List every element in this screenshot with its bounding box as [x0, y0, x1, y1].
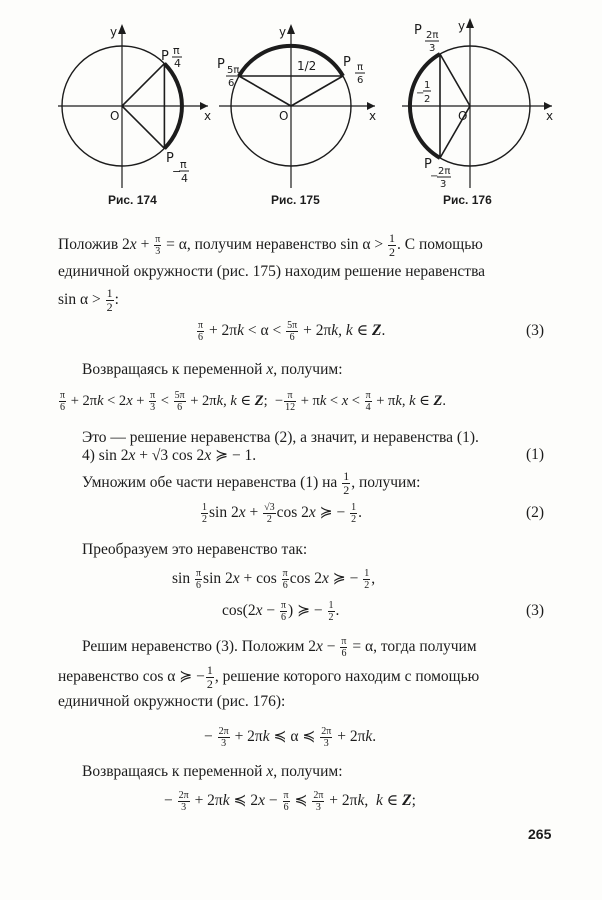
- paragraph-line-2: единичной окружности (рис. 175) находим решение неравенства: [58, 263, 486, 280]
- eq-number-1: (1): [526, 446, 545, 463]
- p-label-top: P: [161, 49, 169, 64]
- y-axis-label: y: [110, 25, 118, 39]
- p-left-num: 5π: [227, 65, 240, 76]
- p-bottom-den: 4: [181, 172, 188, 185]
- origin-label: O: [458, 109, 468, 123]
- x-axis-label: x: [204, 109, 212, 123]
- half-sign: −: [416, 88, 425, 99]
- p-bottom-sign: −: [430, 171, 439, 182]
- equation-alpha-range: − $\frac{2\pi}{3}$ + 2πk ≼ α ≼ $\frac{2\pi}{3}$ + 2πk.: [204, 726, 377, 749]
- y-axis-label: y: [279, 25, 287, 39]
- p-label-left: P: [217, 57, 225, 72]
- half-den: 2: [424, 94, 431, 105]
- p-label-right: P: [343, 55, 351, 70]
- origin-label: O: [279, 109, 289, 123]
- paragraph-line-3: sin α > $\frac{1}{2}$ :: [58, 286, 119, 314]
- equation-chain-1: $\frac{\pi}{6}$ + 2πk < 2x + $\frac{\pi}{3}$ < $\frac{5\pi}{6}$ + 2πk, k ∈ Z; − $\frac{\pi}{12}$ + πk < x < $\frac{\pi}{4}$ + πk, k ∈ Z.: [60, 390, 446, 413]
- half-label: 1/2: [297, 59, 317, 73]
- return-line-2: Возвращаясь к переменной x, получим:: [82, 763, 343, 780]
- figure-174: [58, 20, 218, 200]
- eq-number-3b: (3): [526, 602, 545, 619]
- paragraph-line-4: Это — решение неравенства (2), а значит, и неравенства (1).: [82, 429, 479, 446]
- equation-transform-b: cos(2x − $\frac{\pi}{6}$ ) ≽ − $\frac{1}{2}$ .: [222, 600, 340, 623]
- caption-176: Рис. 176: [443, 193, 492, 207]
- p-bottom-num: 2π: [438, 166, 451, 177]
- p-bottom-den: 3: [440, 179, 447, 190]
- transform-line: Преобразуем это неравенство так:: [82, 541, 308, 558]
- solve-line: Решим неравенство (3). Положим 2x − $\frac{\pi}{6}$ = α, тогда получим: [82, 636, 477, 659]
- caption-175: Рис. 175: [271, 193, 320, 207]
- p-right-den: 6: [357, 75, 364, 86]
- p-top-num: π: [173, 44, 180, 57]
- figure-175: [215, 20, 385, 200]
- equation-final: − $\frac{2\pi}{3}$ + 2πk ≼ 2x − $\frac{\pi}{6}$ ≼ $\frac{2\pi}{3}$ + 2πk, k ∈ Z;: [164, 790, 416, 813]
- return-line-1: Возвращаясь к переменной x, получим:: [82, 361, 343, 378]
- p-bottom-sign: −: [172, 165, 182, 178]
- equation-transform-a: sin $\frac{\pi}{6}$ sin 2x + cos $\frac{\pi}{6}$ cos 2x ≽ − $\frac{1}{2}$ ,: [172, 568, 376, 591]
- paragraph-line-1: Положив 2x + $\frac{\pi}{3}$ = α, получим неравенство sin α > $\frac{1}{2}$ . С помощью: [58, 231, 483, 259]
- x-axis-label: x: [369, 109, 377, 123]
- equation-3a: $\frac{\pi}{6}$ + 2πk < α < $\frac{5\pi}{6}$ + 2πk, k ∈ Z.: [198, 320, 386, 343]
- caption-174: Рис. 174: [108, 193, 157, 207]
- p-left-den: 6: [228, 78, 235, 89]
- p-top-den: 4: [174, 57, 181, 70]
- item-4-line: 4) sin 2x + √3 cos 2x ≽ − 1.: [82, 447, 257, 464]
- figure-176: [402, 14, 572, 200]
- p-top-den: 3: [429, 43, 436, 54]
- eq-number-2: (2): [526, 504, 545, 521]
- eq-number-3a: (3): [526, 322, 545, 339]
- unit-circle-line: единичной окружности (рис. 176):: [58, 693, 286, 710]
- p-label-top: P: [414, 23, 422, 38]
- inequality-line: неравенство cos α ≽ − $\frac{1}{2}$ , решение которого находим с помощью: [58, 663, 480, 691]
- p-right-num: π: [357, 62, 364, 73]
- p-label-bottom: P: [424, 157, 432, 172]
- equation-2: $\frac{1}{2}$ sin 2x + $\frac{√3}{2}$ cos 2x ≽ − $\frac{1}{2}$ .: [202, 502, 363, 525]
- half-num: 1: [424, 80, 431, 91]
- p-bottom-num: π: [180, 158, 187, 171]
- x-axis-label: x: [546, 109, 554, 123]
- multiply-line: Умножим обе части неравенства (1) на $\frac{1}{2}$ , получим:: [82, 469, 421, 497]
- page-number: 265: [528, 826, 552, 842]
- y-axis-label: y: [458, 19, 466, 33]
- p-label-bottom: P: [166, 151, 174, 166]
- p-top-num: 2π: [426, 30, 439, 41]
- origin-label: O: [110, 109, 120, 123]
